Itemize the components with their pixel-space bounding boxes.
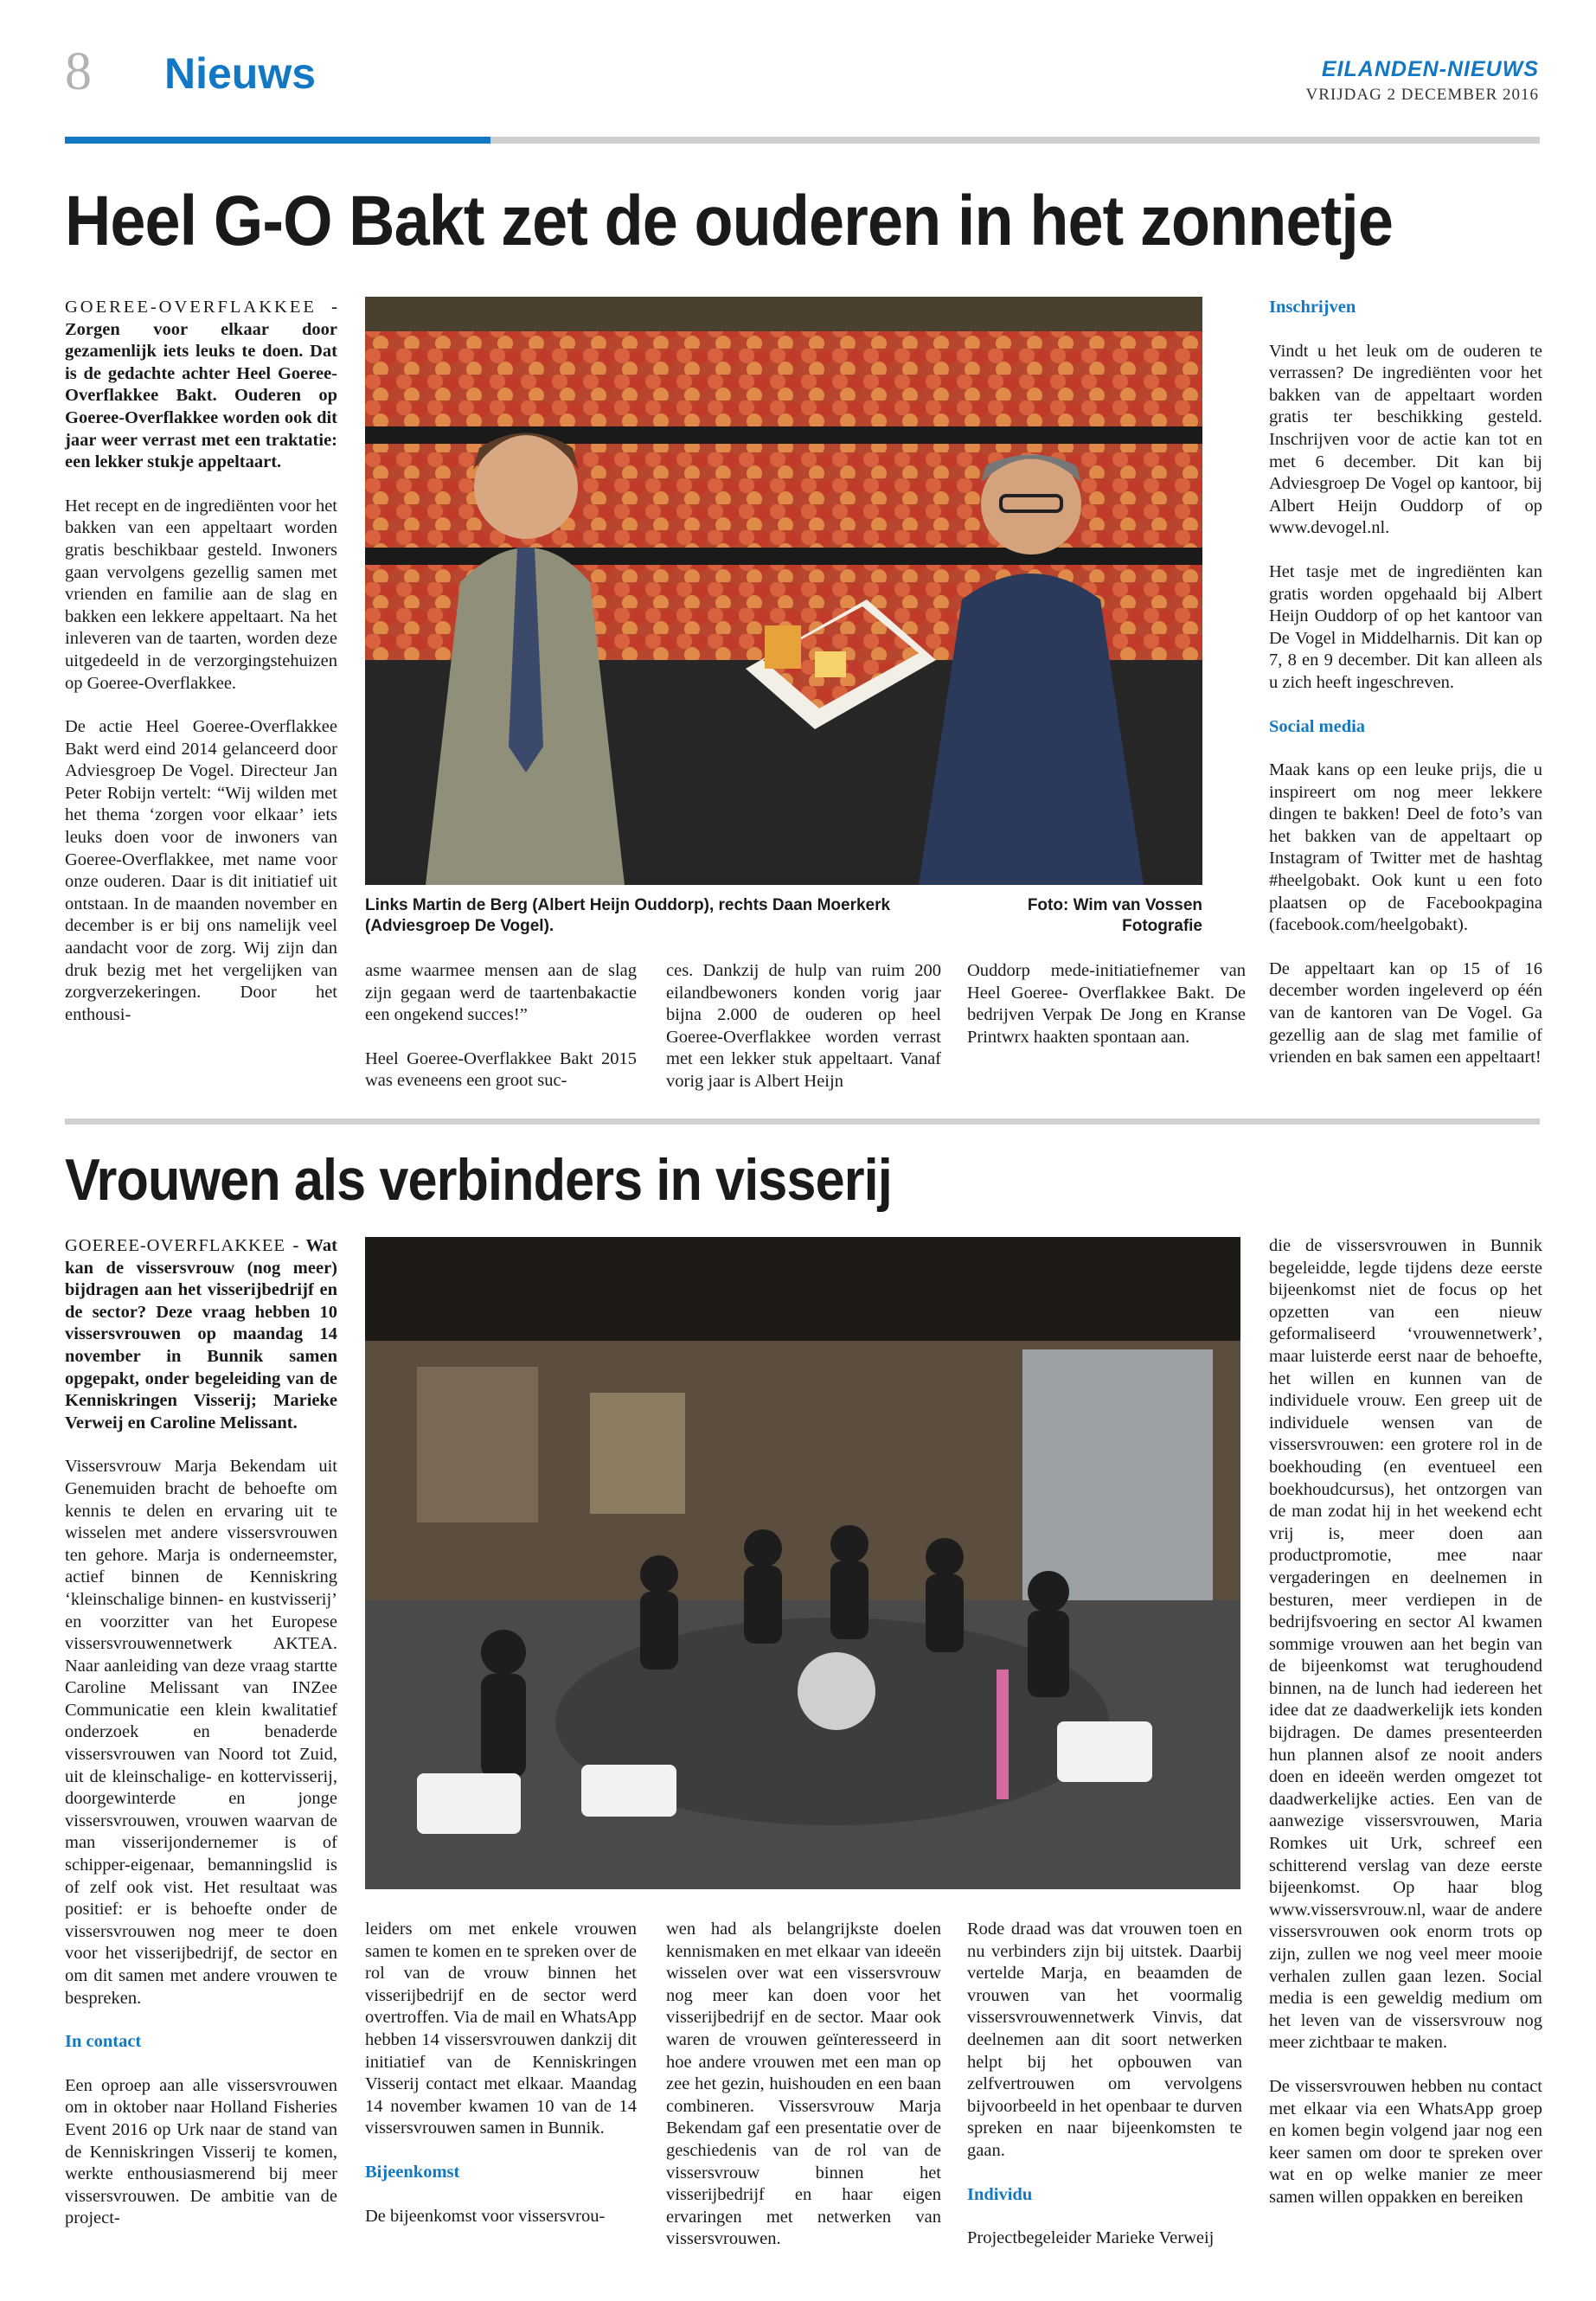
article2-column-4 [967,1919,1242,2272]
article1-column-2 [365,960,637,1114]
article1-lead: - Zorgen voor elkaar door gezamenlijk iets leuks te doen. Dat is de gedachte achter Heel Goeree-Overflakkee Bakt. Ouderen op Goeree-Overflakkee worden ook dit jaar weer verrast met een traktatie: een lekker stukje appeltaart. [65,298,337,472]
article2-lead: - Wat kan de vissersvrouw (nog meer) bijdragen aan het visserijbedrijf en de sector? Deze vraag hebben 10 vissersvrouwen op maandag 14 november in Bunnik samen opgepakt, onder begeleiding van de Kenniskringen Visserij; Marieke Verweij en Caroline Melissant. [65,1236,337,1433]
article2-subheading-3: Individu [967,2184,1033,2204]
article2-photo [365,1237,1240,1889]
page-number: 8 [65,42,92,101]
article1-paragraph-2: De actie Heel Goeree-Overflakkee Bakt werd eind 2014 gelanceerd door Adviesgroep De Vogel. Directeur Jan Peter Robijn vertelt: “Wij wilden met het thema ‘zorgen voor elkaar’ iets leuks doen voor de inwoners van Goeree-Overflakkee, met name voor onze ouderen. Daar is dit initiatief uit ontstaan. In de maanden november en december is er bij ons namelijk veel aandacht voor de zorg. Wij zijn dan druk bezig met het vergelijken van zorgverzekeringen. Door het enthousi- [65,717,337,1024]
article-divider [65,1118,1540,1125]
article1-headline: Heel G-O Bakt zet de ouderen in het zonnetje [65,182,1394,260]
article2-paragraph-1: Vissersvrouw Marja Bekendam uit Genemuiden bracht de behoefte om kennis te delen en ervaring uit te wisselen met andere vissersvrouwen ten gehore. Marja is onderneemster, actief binnen de Kenniskring ‘kleinschalige binnen- en kustvisserij’ en voorzitter van het Europese vissersvrouwennetwerk AKTEA. Naar aanleiding van deze vraag startte Caroline Melissant van INZee Communicatie een klein kwalitatief onderzoek en benaderde vissersvrouwen van Noord tot Zuid, uit de kleinschalige- en kottervisserij, doorgewinterde en jonge vissersvrouwen, vrouwen waarvan de man visserijondernemer is of schipper-eigenaar, bemanningslid is of zelf ook vist. Het resultaat was positief: er is behoefte onder de vissersvrouwen nog meer te doen voor het visserijbedrijf, de sector en om dit samen met andere vrouwen te bespreken. [65,1457,337,2008]
meeting-photo-illustration [365,1237,1240,1889]
article1-dateline: GOEREE-OVERFLAKKEE [65,298,317,317]
issue-date: VRIJDAG 2 DECEMBER 2016 [1305,86,1539,104]
article1-photo [365,297,1202,885]
article2-column-4-text: Rode draad was dat vrouwen toen en nu verbinders zijn bij uitstek. Daarbij vertelde Marja, en beaamden de vrouwen van het voormalig vissersvrouwennetwerk Vinvis, dat deelnemen aan dit soort netwerken helpt bij het opbouwen van zelfvertrouwen om vervolgens bijvoorbeeld in het openbaar te durven spreken en naar bijeenkomsten te gaan. [967,1920,1242,2160]
article2-column-3 [666,1919,941,2272]
article2-sidebar-paragraph-1: die de vissersvrouwen in Bunnik begeleidde, legde tijdens deze eerste bijeenkomst niet de focus op het opzetten van een nieuw geformaliseerd ‘vrouwennetwerk’, maar luisterde eerst naar de behoefte, het willen en kunnen van de individuele vrouw. Een greep uit de individuele wensen van de vissersvrouwen: een grotere rol in de boekhouding (en eventueel een boekhoudcursus), het ontzorgen van de man zodat hij in het weekend echt vrij is, meer doen aan productpromotie, mee naar vergaderingen en deelnemen in besturen, meer verdiepen in de bedrijfsvoering en sector Al kwamen sommige vrouwen aan het begin van de bijeenkomst wat terughoudend binnen, na de lunch had iedereen het idee dat ze daadwerkelijk iets konden bijdragen. De dames presenteerden hun plannen alsof ze nooit anders doen en ideeën werden omgezet tot daadwerkelijke acties. Een van de aanwezige vissersvrouwen, Maria Romkes uit Urk, schreef een schitterend verslag van deze eerste bijeenkomst. Op haar blog www.vissersvrouw.nl, waar de andere vissersvrouwen ook enorm trots op zijn, zullen we nog veel meer mooie verhalen zullen gaan lezen. Social media is een geweldig medium om het leven van de vissersvrouw nog meer zichtbaar te maken. [1269,1236,1542,2053]
article1-column-4-text: Ouddorp mede-initiatiefnemer van Heel Goeree- Overflakkee Bakt. De bedrijven Verpak De Jong en Kranse Printwrx haakten spontaan aan. [967,961,1246,1047]
article2-dateline: GOEREE-OVERFLAKKEE [65,1236,285,1255]
article1-column-4 [967,960,1246,1070]
article2-column-2-text-b: De bijeenkomst voor vissersvrou- [365,2206,606,2226]
article1-column-3 [666,960,941,1115]
article1-photo-credit: Foto: Wim van Vossen Fotografie [1027,896,1202,935]
header-rule-accent [65,137,490,144]
section-title: Nieuws [164,49,317,98]
article1-photo-caption: Links Martin de Berg (Albert Heijn Ouddorp), rechts Daan Moerkerk (Adviesgroep De Vogel). [365,896,891,935]
article1-paragraph-1: Het recept en de ingrediënten voor het bakken van een appeltaart worden gratis beschikbaar gesteld. Inwoners gaan vervolgens gezellig samen met vrienden en familie aan de slag en bakken een lekkere appeltaart. Na het inleveren van de taarten, worden deze uitgedeeld in de verzorgingstehuizen op Goeree-Overflakkee. [65,496,337,693]
article2-column-1 [65,1235,337,2252]
article2-column-3-text: wen had als belangrijkste doelen kennismaken en met elkaar van ideeën wisselen over wat een vissersvrouw nog meer kan doen voor het visserijbedrijf en de sector. Maar ook waren de vrouwen geïnteresseerd in hoe andere vrouwen met een man op zee het gezin, huishouden en een baan combineren. Vissersvrouw Marja Bekendam gaf een presentatie over de geschiedenis van de rol van de vissersvrouw binnen het visserijbedrijf en haar eigen ervaringen met netwerken van vissersvrouwen. [666,1920,941,2249]
article2-column-2-text: leiders om met enkele vrouwen samen te komen en te spreken over de rol van de vrouw binnen het visserijbedrijf en de sector werd overtroffen. Via de mail en WhatsApp hebben 14 vissersvrouwen dankzij dit initiatief van de Kenniskringen Visserij contact met elkaar. Maandag 14 november kwamen 10 van de 14 vissersvrouwen samen in Bunnik. [365,1920,637,2138]
article2-paragraph-2: Een oproep aan alle vissersvrouwen om in oktober naar Holland Fisheries Event 2016 op Urk naar de stand van de Kenniskringen Visserij te komen, werkte enthousiasmerend bij meer vissersvrouwen. De ambitie van de project- [65,2075,337,2228]
article1-column-1 [65,297,337,1048]
article1-sidebar-heading-1: Inschrijven [1269,298,1356,317]
article1-column-2-text: asme waarmee mensen aan de slag zijn gegaan werd de taartenbakactie een ongekend succes!” [365,961,637,1025]
article1-column-3-text: ces. Dankzij de hulp van ruim 200 eilandbewoners konden vorig jaar bijna 2.000 de ouderen op heel Goeree-Overflakkee worden verrast met een lekker stuk appeltaart. Vanaf vorig jaar is Albert Heijn [666,961,941,1091]
newspaper-logo: EILANDEN-NIEUWS [1321,57,1539,81]
article2-sidebar-paragraph-2: De vissersvrouwen hebben nu contact met elkaar via een WhatsApp groep en komen begin volgend jaar nog een keer samen om door te spreken over wat en op welke manier ze meer samen willen oppakken en bereiken [1269,2076,1542,2207]
article1-sidebar-paragraph-4: De appeltaart kan op 15 of 16 december worden ingeleverd op één van de kantoren van De Vogel. Ga gezellig aan de slag met familie of vrienden en bak samen een appeltaart! [1269,958,1542,1067]
supermarket-photo-illustration [365,297,1202,885]
article1-sidebar-paragraph-1: Vindt u het leuk om de ouderen te verrassen? De ingrediënten voor het bakken van de appeltaart worden gratis ter beschikking gesteld. Inschrijven voor de actie kan tot en met 6 december. Dit kan bij Adviesgroep De Vogel op kantoor, bij Albert Heijn Ouddorp of op www.devogel.nl. [1269,341,1542,538]
article2-subheading-1: In contact [65,2032,142,2052]
article1-sidebar [1269,297,1542,1091]
article2-sidebar [1269,1235,1542,2231]
article2-headline: Vrouwen als verbinders in visserij [65,1147,892,1213]
article2-column-2 [365,1919,637,2249]
article1-column-2-text-b: Heel Goeree-Overflakkee Bakt 2015 was eveneens een groot suc- [365,1048,637,1091]
article2-column-4-text-b: Projectbegeleider Marieke Verweij [967,2228,1215,2248]
article1-sidebar-paragraph-2: Het tasje met de ingrediënten kan gratis worden opgehaald bij Albert Heijn Ouddorp of op het kantoor van De Vogel in Middelharnis. Dit kan op 7, 8 en 9 december. Dit kan alleen als u zich heeft ingeschreven. [1269,561,1542,692]
article2-subheading-2: Bijeenkomst [365,2162,460,2182]
article1-sidebar-heading-2: Social media [1269,716,1366,736]
article1-sidebar-paragraph-3: Maak kans op een leuke prijs, die u inspireert om nog meer lekkere dingen te bakken! Deel de foto’s van het bakken van de appeltaart op Instagram of Twitter met de hashtag #heelgobakt. Ook kunt u een foto plaatsen op de Facebookpagina (facebook.com/heelgobakt). [1269,760,1542,935]
